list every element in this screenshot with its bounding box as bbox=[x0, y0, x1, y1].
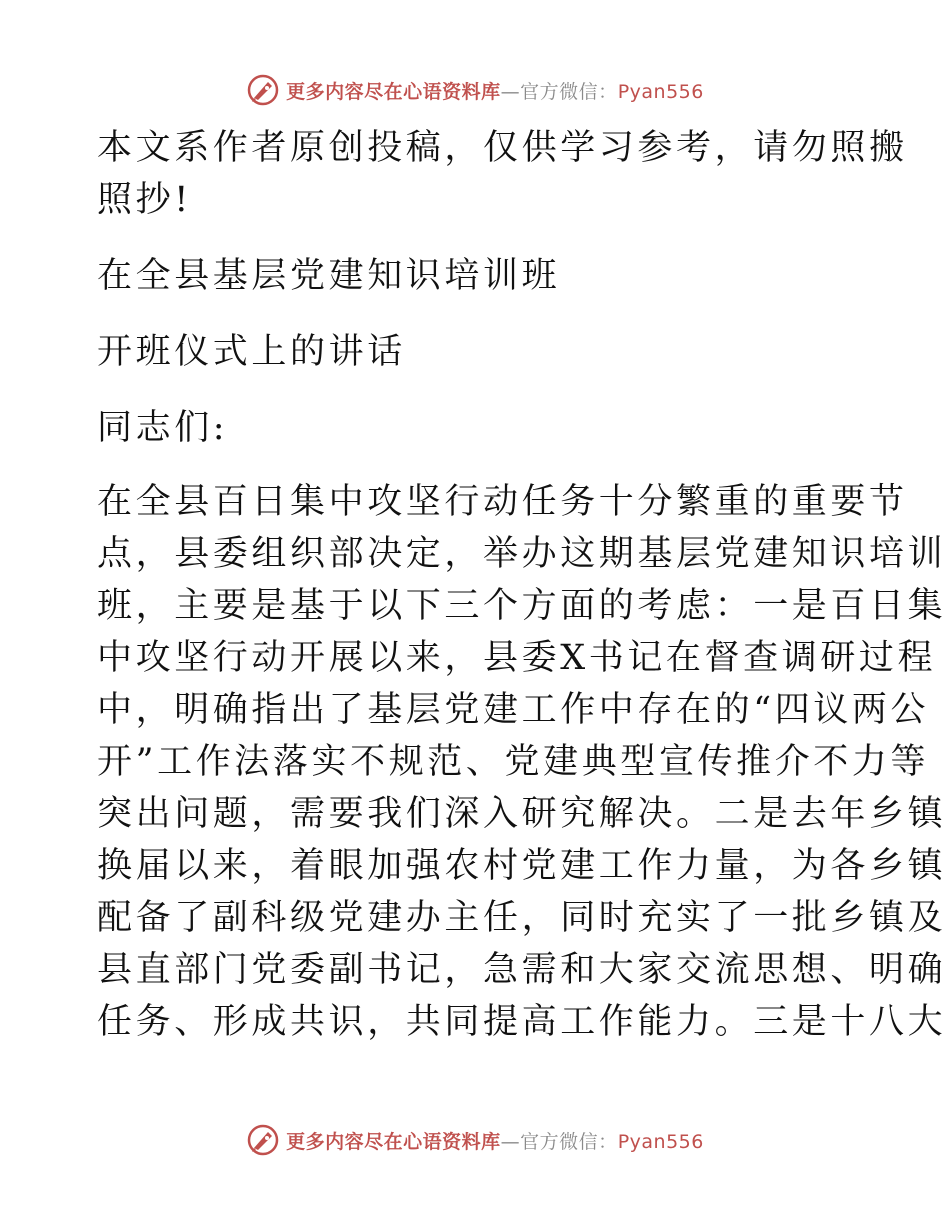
body-line: 开”工作法落实不规范、党建典型宣传推介不力等 bbox=[97, 742, 930, 782]
body-line: 配备了副科级党建办主任，同时充实了一批乡镇及 bbox=[97, 898, 947, 938]
body-line: 中攻坚行动开展以来，县委X书记在督查调研过程 bbox=[97, 638, 937, 678]
banner-wechat-id: Pyan556 bbox=[617, 80, 704, 103]
body-line: 换届以来，着眼加强农村党建工作力量，为各乡镇 bbox=[97, 846, 947, 886]
banner-text bbox=[286, 1127, 704, 1154]
title-line-1: 在全县基层党建知识培训班 bbox=[97, 256, 561, 296]
banner-wechat-id: Pyan556 bbox=[617, 1130, 704, 1153]
banner-site-name: 更多内容尽在心语资料库 bbox=[286, 1130, 501, 1153]
banner-wechat-label: —官方微信： bbox=[500, 80, 618, 103]
pen-nib-logo-icon bbox=[246, 73, 280, 107]
title-line-2: 开班仪式上的讲话 bbox=[97, 332, 406, 372]
footer-banner bbox=[0, 1120, 950, 1160]
body-line: 县直部门党委副书记，急需和大家交流思想、明确 bbox=[97, 950, 947, 990]
notice-line-2: 照抄! bbox=[97, 180, 192, 220]
body-line: 突出问题，需要我们深入研究解决。二是去年乡镇 bbox=[97, 794, 947, 834]
body-line: 点，县委组织部决定，举办这期基层党建知识培训 bbox=[97, 534, 947, 574]
body-line: 任务、形成共识，共同提高工作能力。三是十八大 bbox=[97, 1002, 947, 1042]
body-line: 班，主要是基于以下三个方面的考虑：一是百日集 bbox=[97, 586, 947, 626]
pen-nib-logo-icon bbox=[246, 1123, 280, 1157]
banner-text bbox=[286, 77, 704, 104]
banner-wechat-label: —官方微信： bbox=[500, 1130, 618, 1153]
document-body bbox=[97, 122, 947, 1048]
notice-line-1: 本文系作者原创投稿，仅供学习参考，请勿照搬 bbox=[97, 128, 908, 168]
body-line: 中，明确指出了基层党建工作中存在的“四议两公 bbox=[97, 690, 930, 730]
body-line: 在全县百日集中攻坚行动任务十分繁重的重要节 bbox=[97, 482, 908, 522]
salutation: 同志们: bbox=[97, 408, 229, 448]
banner-site-name: 更多内容尽在心语资料库 bbox=[286, 80, 501, 103]
header-banner bbox=[0, 70, 950, 110]
